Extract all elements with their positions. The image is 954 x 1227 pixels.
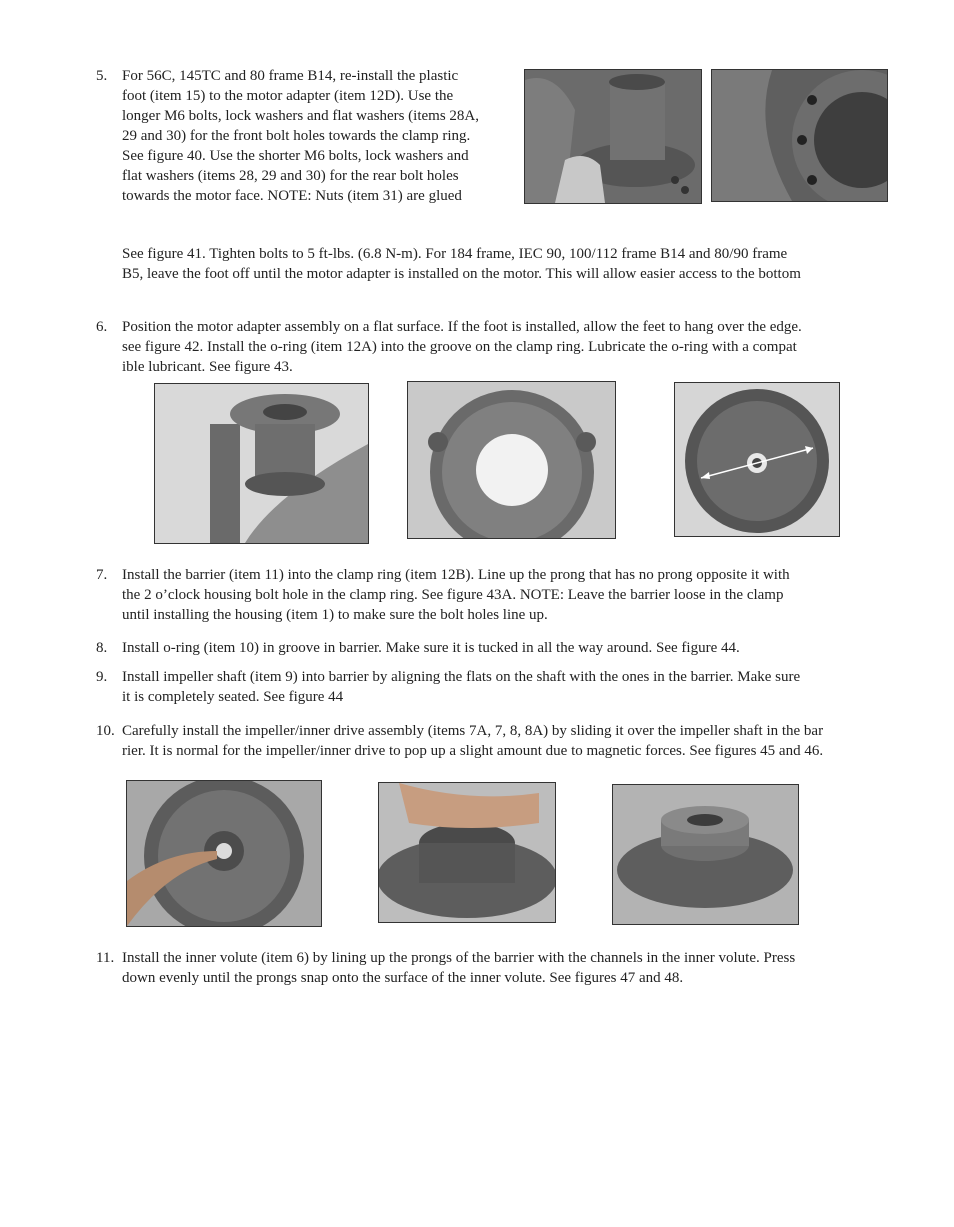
text-line: rier. It is normal for the impeller/inner drive to pop up a slight amount due to magnetic forces. See figures 45 and 46. <box>122 743 824 759</box>
photo-inner-drive-install <box>378 782 556 923</box>
text-line: Install impeller shaft (item 9) into barrier by aligning the flats on the shaft with the ones in the barrier. Make sure <box>122 669 801 685</box>
photo-impeller-seated <box>612 784 799 925</box>
text-line: flat washers (items 28, 29 and 30) for the rear bolt holes <box>122 168 459 184</box>
text-line: Install the inner volute (item 6) by lining up the prongs of the barrier with the channels in the inner volute. Press <box>122 950 796 966</box>
step-5-continued <box>122 244 922 284</box>
text-line: For 56C, 145TC and 80 frame B14, re-install the plastic <box>122 68 459 84</box>
step-number: 7. <box>96 567 108 583</box>
text-line: see figure 42. Install the o-ring (item 12A) into the groove on the clamp ring. Lubricate the o-ring with a compat <box>122 339 797 355</box>
text-line: the 2 o’clock housing bolt hole in the clamp ring. See figure 43A. NOTE: Leave the barrier loose in the clamp <box>122 587 784 603</box>
text-line: See figure 41. Tighten bolts to 5 ft-lbs. (6.8 N-m). For 184 frame, IEC 90, 100/112 frame B14 and 80/90 frame <box>122 246 788 262</box>
text-line: down evenly until the prongs snap onto the surface of the inner volute. See figures 47 and 48. <box>122 970 684 986</box>
step-number: 6. <box>96 319 108 335</box>
text-line: 29 and 30) for the front bolt holes towards the clamp ring. <box>122 128 471 144</box>
photo-adapter-on-surface <box>154 383 369 544</box>
text-line: foot (item 15) to the motor adapter (item 12D). Use the <box>122 88 454 104</box>
text-line: Carefully install the impeller/inner drive assembly (items 7A, 7, 8, 8A) by sliding it over the impeller shaft in the bar <box>122 723 824 739</box>
text-line: it is completely seated. See figure 44 <box>122 689 344 705</box>
photo-clamp-ring-oring <box>407 381 616 539</box>
photo-foot-install <box>524 69 702 204</box>
step-number: 8. <box>96 640 108 656</box>
photo-foot-close-up <box>711 69 888 202</box>
text-line: Install o-ring (item 10) in groove in barrier. Make sure it is tucked in all the way around. See figure 44. <box>122 640 740 656</box>
step-number: 10. <box>96 723 115 739</box>
text-line: longer M6 bolts, lock washers and flat washers (items 28A, <box>122 108 480 124</box>
text-line: B5, leave the foot off until the motor adapter is installed on the motor. This will allow easier access to the bottom <box>122 266 801 282</box>
step-number: 5. <box>96 68 108 84</box>
text-line: See figure 40. Use the shorter M6 bolts, lock washers and <box>122 148 469 164</box>
text-line: Position the motor adapter assembly on a flat surface. If the foot is installed, allow the feet to hang over the edge. <box>122 319 802 335</box>
photo-barrier-alignment <box>674 382 840 537</box>
photo-impeller-shaft-install <box>126 780 322 927</box>
text-line: Install the barrier (item 11) into the clamp ring (item 12B). Line up the prong that has no prong opposite it with <box>122 567 790 583</box>
text-line: towards the motor face. NOTE: Nuts (item 31) are glued <box>122 188 462 204</box>
step-number: 11. <box>96 950 115 966</box>
text-line: until installing the housing (item 1) to make sure the bolt holes line up. <box>122 607 548 623</box>
text-line: ible lubricant. See figure 43. <box>122 359 293 375</box>
step-number: 9. <box>96 669 108 685</box>
